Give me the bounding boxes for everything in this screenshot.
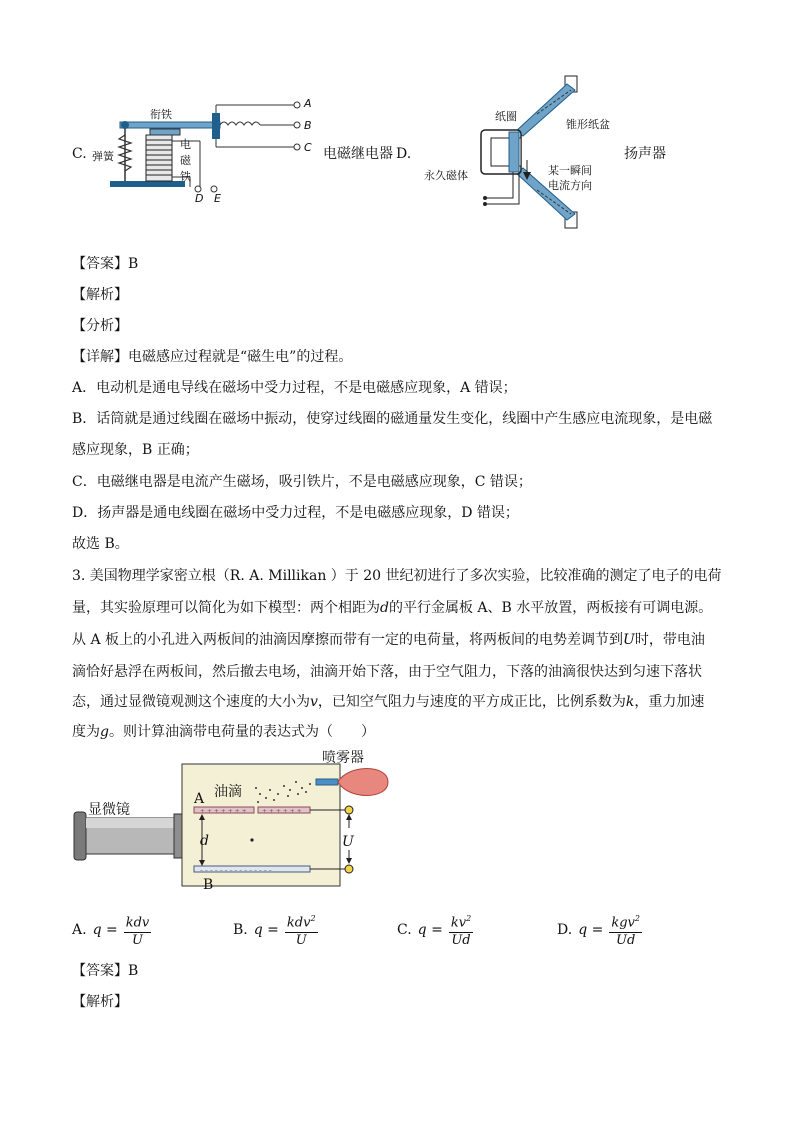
svg-text:+ + + + + +: + + + + + + bbox=[262, 808, 302, 815]
plate-a-label: A bbox=[194, 791, 205, 807]
relay-terminal-b: B bbox=[304, 119, 312, 132]
relay-diagram bbox=[100, 95, 320, 215]
speaker-current-label-2: 电流方向 bbox=[548, 179, 592, 192]
plate-b-label: B bbox=[203, 877, 214, 893]
relay-magnet-label-2: 磁 bbox=[180, 154, 191, 167]
relay-caption: 电磁继电器 bbox=[323, 146, 393, 162]
relay-terminal-c: C bbox=[304, 141, 312, 154]
svg-text:– – – – – – – – – – – – – – –: – – – – – – – – – – – – – – – bbox=[200, 867, 272, 874]
speaker-current-label-1: 某一瞬间 bbox=[548, 164, 592, 177]
q2-answer: 【答案】B bbox=[72, 256, 139, 272]
q2-conclusion: 故选 B。 bbox=[72, 536, 129, 552]
q3-line-1: 3. 美国物理学家密立根（R. A. Millikan ）于 20 世纪初进行了多次实验，比较准确的测定了电子的电荷 bbox=[72, 568, 722, 584]
q3-line-5: 态，通过显微镜观测这个速度的大小为v，已知空气阻力与速度的平方成正比，比例系数为k，重力加速 bbox=[72, 694, 705, 710]
q3-option-a[interactable]: A. q = $\frac{\text{kdv}}{U}$ bbox=[72, 912, 151, 948]
millikan-apparatus-diagram bbox=[70, 748, 400, 893]
speaker-caption: 扬声器 bbox=[624, 146, 666, 162]
q3-line-4: 滴恰好悬浮在两板间，然后撤去电场，油滴开始下落，由于空气阻力，下落的油滴很快达到匀速下落状 bbox=[72, 664, 702, 680]
plate-distance-label: d bbox=[200, 833, 209, 849]
relay-terminal-d: D bbox=[195, 192, 204, 205]
relay-terminal-a: A bbox=[304, 97, 312, 110]
q2-option-b-explanation-1: B．话筒就是通过线圈在磁场中振动，使穿过线圈的磁通量发生变化，线圈中产生感应电流现象，是电磁 bbox=[72, 411, 713, 427]
q2-option-c-explanation: C．电磁继电器是电流产生磁场，吸引铁片，不是电磁感应现象，C 错误； bbox=[72, 474, 532, 490]
voltage-label: U bbox=[342, 834, 354, 850]
relay-spring-label: 弹簧 bbox=[92, 150, 114, 163]
speaker-magnet-label: 永久磁体 bbox=[424, 169, 468, 182]
speaker-coil-label: 纸圈 bbox=[495, 110, 517, 123]
q3-answer: 【答案】B bbox=[72, 963, 139, 979]
q2-option-a-explanation: A．电动机是通电导线在磁场中受力过程，不是电磁感应现象，A 错误； bbox=[72, 380, 517, 396]
relay-magnet-label-3: 铁 bbox=[180, 170, 191, 183]
option-c-label: C. bbox=[72, 146, 87, 162]
relay-armature-label: 衔铁 bbox=[150, 108, 172, 121]
q3-analysis-heading: 【解析】 bbox=[72, 994, 128, 1010]
q2-option-d-explanation: D．扬声器是通电线圈在磁场中受力过程，不是电磁感应现象，D 错误； bbox=[72, 505, 519, 521]
option-d-label: D. bbox=[396, 146, 412, 162]
speaker-cone-label: 锥形纸盆 bbox=[566, 118, 610, 131]
q3-line-3: 从 A 板上的小孔进入两板间的油滴因摩擦而带有一定的电荷量，将两板间的电势差调节到U时，带电油 bbox=[72, 632, 705, 648]
q2-detail: 【详解】电磁感应过程就是“磁生电”的过程。 bbox=[72, 349, 353, 365]
speaker-diagram bbox=[475, 72, 585, 234]
q2-option-b-explanation-2: 感应现象，B 正确； bbox=[72, 442, 199, 458]
q3-option-d[interactable]: D. q = $\frac{kgv^2}{Ud}$ bbox=[557, 912, 642, 948]
relay-magnet-label-1: 电 bbox=[180, 138, 191, 151]
q3-line-6: 度为g。则计算油滴带电荷量的表达式为（ ） bbox=[72, 724, 375, 740]
microscope-label: 显微镜 bbox=[88, 802, 130, 818]
relay-terminal-e: E bbox=[214, 192, 221, 205]
q2-fenxi-heading: 【分析】 bbox=[72, 318, 128, 334]
q3-option-c[interactable]: C. q = $\frac{kv^2}{Ud}$ bbox=[397, 912, 473, 948]
q3-option-b[interactable]: B. q = $\frac{kdv^2}{U}$ bbox=[233, 912, 318, 948]
q2-analysis-heading: 【解析】 bbox=[72, 287, 128, 303]
oil-droplet-label: 油滴 bbox=[214, 784, 242, 800]
q3-line-2: 量，其实验原理可以简化为如下模型：两个相距为d的平行金属板 A、B 水平放置，两板接有可调电源。 bbox=[72, 600, 713, 616]
svg-text:+ + + + + + +: + + + + + + + bbox=[200, 808, 247, 815]
sprayer-label: 喷雾器 bbox=[322, 750, 364, 766]
